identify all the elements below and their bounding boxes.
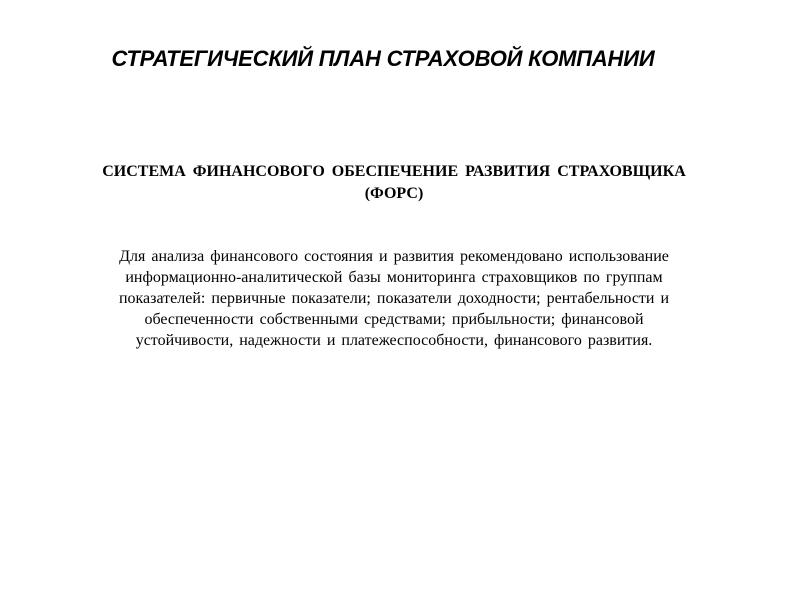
section-heading-line: СИСТЕМА ФИНАНСОВОГО ОБЕСПЕЧЕНИЕ РАЗВИТИЯ СТРАХОВЩИКА: [102, 163, 686, 180]
body-line: информационно-аналитической базы мониторинга страховщиков по группам: [125, 269, 663, 286]
body-paragraph: [84, 246, 704, 351]
body-line: Для анализа финансового состояния и развития рекомендовано использование: [119, 248, 669, 265]
body-line: устойчивости, надежности и платежеспособности, финансового развития.: [135, 332, 653, 349]
slide-title: СТРАТЕГИЧЕСКИЙ ПЛАН СТРАХОВОЙ КОМПАНИИ: [111, 46, 655, 71]
body-line: обеспеченности собственными средствами; прибыльности; финансовой: [144, 311, 644, 328]
section-heading-abbreviation: (ФОРС): [364, 185, 424, 202]
section-heading: [60, 161, 728, 205]
body-line: показателей: первичные показатели; показатели доходности; рентабельности и: [118, 290, 670, 307]
